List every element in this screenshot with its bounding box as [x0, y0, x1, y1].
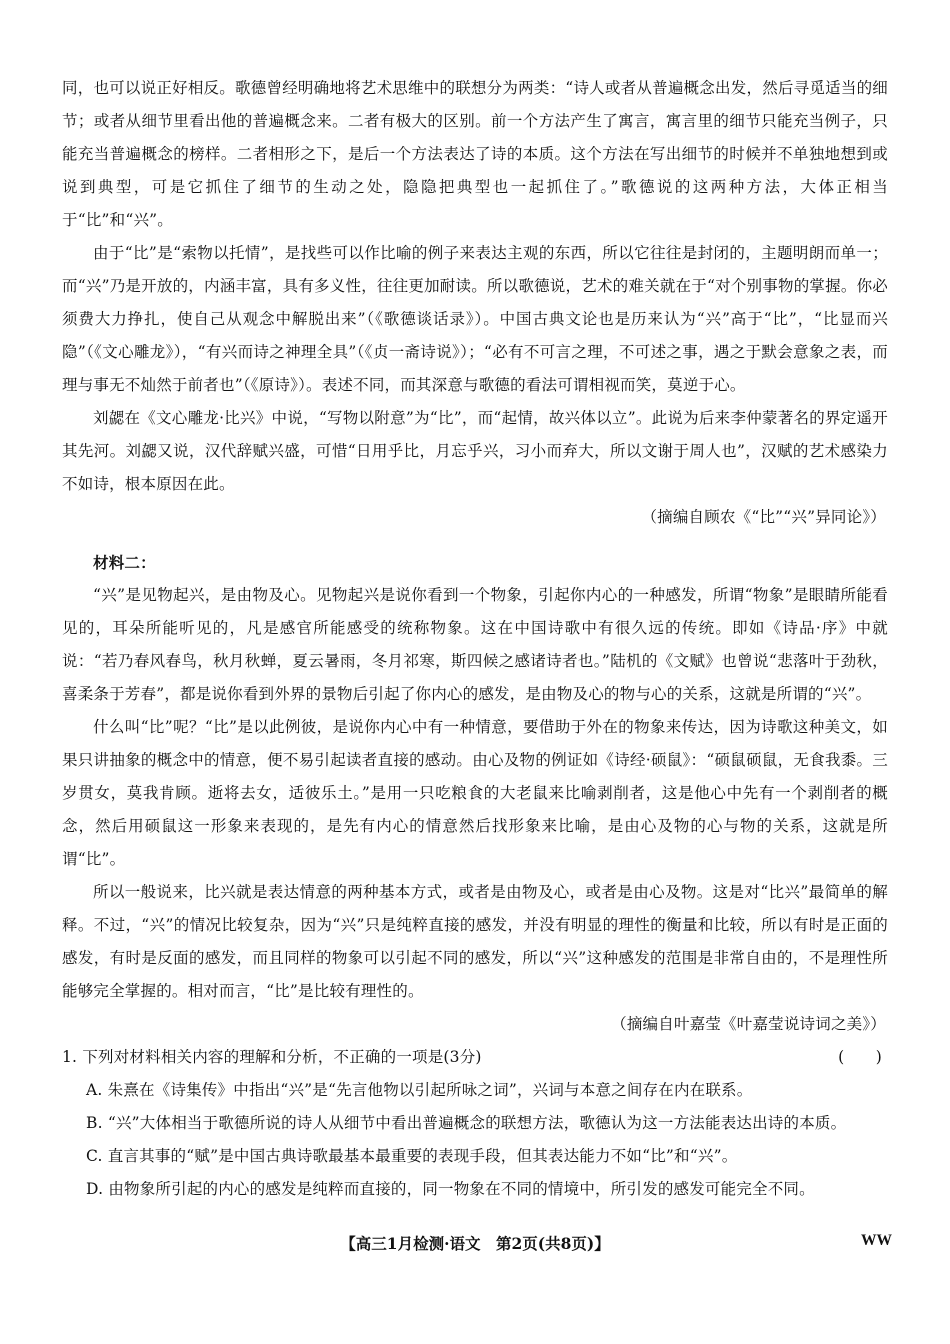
material2-paragraph: “兴”是见物起兴，是由物及心。见物起兴是说你看到一个物象，引起你内心的一种感发，所谓“物象”是眼睛所能看见的，耳朵所能听见的，凡是感官所能感受的统称物象。这在中国诗歌中有很久远的传统。即如《诗品·序》中就说：“若乃春风春鸟，秋月秋蝉，夏云暑雨，冬月祁寒，斯四候之感诸诗者也。”陆机的《文赋》也曾说“悲落叶于劲秋，喜柔条于芳春”，都是说你看到外界的景物后引起了你内心的感发，是由物及心的物与心的关系，这就是所谓的“兴”。	[62, 586, 888, 703]
footer-code: WW	[861, 1232, 892, 1249]
material1-paragraph: 刘勰在《文心雕龙·比兴》中说，“写物以附意”为“比”，而“起情，故兴体以立”。此说为后来李仲蒙著名的界定遥开其先河。刘勰又说，汉代辞赋兴盛，可惜“日用乎比，月忘乎兴，习小而弃大，所以文谢于周人也”，汉赋的艺术感染力不如诗，根本原因在此。	[62, 409, 888, 493]
answer-blank: ( )	[838, 1048, 882, 1066]
page-content	[62, 72, 888, 1206]
option-c: C. 直言其事的“赋”是中国古典诗歌最基本最重要的表现手段，但其表达能力不如“比”和“兴”。	[86, 1147, 738, 1165]
material2-paragraph: 什么叫“比”呢？“比”是以此例彼，是说你内心中有一种情意，要借助于外在的物象来传达，因为诗歌这种美文，如果只讲抽象的概念中的情意，便不易引起读者直接的感动。由心及物的例证如《诗经·硕鼠》：“硕鼠硕鼠，无食我黍。三岁贯女，莫我肯顾。逝将去女，适彼乐土。”是用一只吃粮食的大老鼠来比喻剥削者，这是他心中先有一个剥削者的概念，然后用硕鼠这一形象来表现的，是先有内心的情意然后找形象来比喻，是由心及物的心与物的关系，这就是所谓“比”。	[62, 718, 888, 868]
option-b: B. “兴”大体相当于歌德所说的诗人从细节中看出普遍概念的联想方法，歌德认为这一方法能表达出诗的本质。	[86, 1114, 847, 1132]
option-d: D. 由物象所引起的内心的感发是纯粹而直接的，同一物象在不同的情境中，所引发的感发可能完全不同。	[86, 1180, 815, 1198]
material1-paragraph: 同，也可以说正好相反。歌德曾经明确地将艺术思维中的联想分为两类：“诗人或者从普遍概念出发，然后寻觅适当的细节；或者从细节里看出他的普遍概念来。二者有极大的区别。前一个方法产生了寓言，寓言里的细节只能充当例子，只能充当普遍概念的榜样。二者相形之下，是后一个方法表达了诗的本质。这个方法在写出细节的时候并不单独地想到或说到典型，可是它抓住了细节的生动之处，隐隐把典型也一起抓住了。”歌德说的这两种方法，大体正相当于“比”和“兴”。	[62, 79, 888, 229]
footer-page-info: 【高三1月检测·语文 第2页(共8页)】	[340, 1234, 610, 1253]
material2-paragraph: 所以一般说来，比兴就是表达情意的两种基本方式，或者是由物及心，或者是由心及物。这是对“比兴”最简单的解释。不过，“兴”的情况比较复杂，因为“兴”只是纯粹直接的感发，并没有明显的理性的衡量和比较，所以有时是正面的感发，有时是反面的感发，而且同样的物象可以引起不同的感发，所以“兴”这种感发的范围是非常自由的，不是理性所能够完全掌握的。相对而言，“比”是比较有理性的。	[62, 883, 888, 1000]
page-footer	[0, 1232, 950, 1258]
option-a: A. 朱熹在《诗集传》中指出“兴”是“先言他物以引起所咏之词”，兴词与本意之间存在内在联系。	[86, 1081, 753, 1099]
question-1-stem-row	[62, 1041, 888, 1074]
question-1-stem: 1. 下列对材料相关内容的理解和分析，不正确的一项是(3分)	[62, 1048, 482, 1066]
material1-paragraph: 由于“比”是“索物以托情”，是找些可以作比喻的例子来表达主观的东西，所以它往往是封闭的，主题明朗而单一；而“兴”乃是开放的，内涵丰富，具有多义性，往往更加耐读。所以歌德说，艺术的难关就在于“对个别事物的掌握。你必须费大力挣扎，使自己从观念中解脱出来”（《歌德谈话录》）。中国古典文论也是历来认为“兴”高于“比”，“比显而兴隐”（《文心雕龙》），“有兴而诗之神理全具”（《贞一斋诗说》）；“必有不可言之理，不可述之事，遇之于默会意象之表，而理与事无不灿然于前者也”（《原诗》）。表述不同，而其深意与歌德的看法可谓相视而笑，莫逆于心。	[62, 244, 888, 394]
material1-source: （摘编自顾农《“比”“兴”异同论》）	[641, 508, 886, 526]
material2-heading: 材料二：	[93, 553, 156, 572]
material2-source: （摘编自叶嘉莹《叶嘉莹说诗词之美》）	[611, 1015, 886, 1033]
